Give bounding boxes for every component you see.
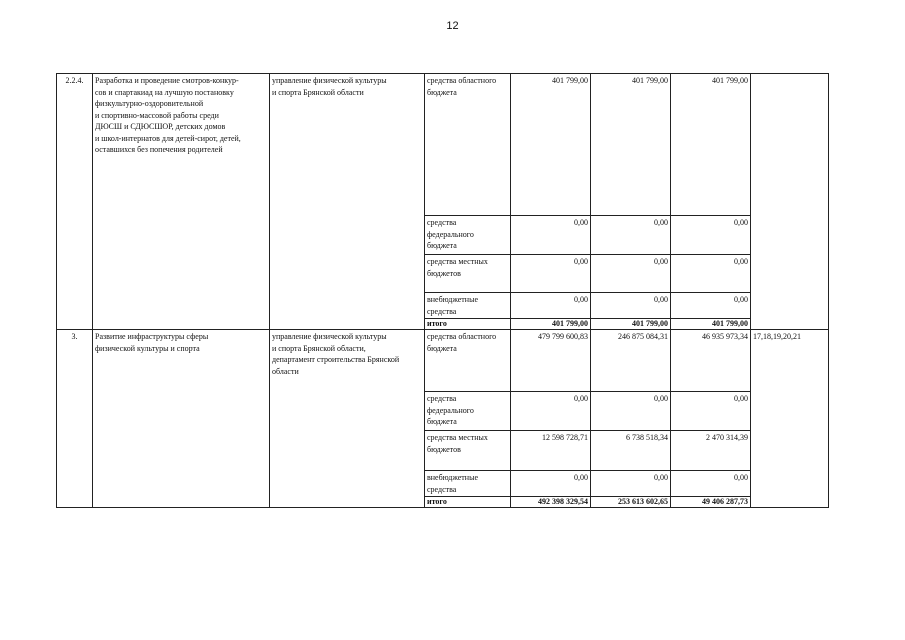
row-number: 2.2.4.	[57, 74, 93, 330]
total-amount: 401 799,00	[591, 319, 671, 330]
amount-cell: 12 598 728,71	[511, 431, 591, 471]
amount-cell: 401 799,00	[511, 74, 591, 216]
table-row	[57, 330, 829, 392]
amount-cell: 401 799,00	[671, 74, 751, 216]
amount-cell: 246 875 084,31	[591, 330, 671, 392]
total-amount: 401 799,00	[671, 319, 751, 330]
amount-cell: 0,00	[591, 471, 671, 497]
amount-cell: 0,00	[671, 293, 751, 319]
amount-cell: 0,00	[511, 216, 591, 255]
amount-cell: 0,00	[591, 392, 671, 431]
amount-cell: 0,00	[511, 255, 591, 293]
amount-cell: 0,00	[671, 392, 751, 431]
measure-name: Разработка и проведение смотров-конкур- сов и спартакиад на лучшую постановку физкультурно-оздоровительной и спортивно-массовой работы среди ДЮСШ и СДЮСШОР, детских домов и школ-интернатов для детей-сирот, детей, оставшихся без попечения родителей	[93, 74, 270, 330]
executor: управление физической культуры и спорта Брянской области	[270, 74, 425, 330]
amount-cell: 0,00	[591, 255, 671, 293]
row-number: 3.	[57, 330, 93, 508]
total-amount: 49 406 287,73	[671, 497, 751, 508]
total-label: итого	[425, 319, 511, 330]
executor: управление физической культуры и спорта Брянской области, департамент строительства Брянской области	[270, 330, 425, 508]
indicator-refs: 17,18,19,20,21	[751, 330, 829, 508]
amount-cell: 401 799,00	[591, 74, 671, 216]
page-number: 12	[446, 20, 459, 32]
funding-source: средства областного бюджета	[425, 74, 511, 216]
total-amount: 401 799,00	[511, 319, 591, 330]
amount-cell: 0,00	[671, 255, 751, 293]
amount-cell: 0,00	[591, 293, 671, 319]
table-row	[57, 74, 829, 216]
amount-cell: 0,00	[671, 216, 751, 255]
funding-source: средства областного бюджета	[425, 330, 511, 392]
amount-cell: 2 470 314,39	[671, 431, 751, 471]
funding-source: внебюджетные средства	[425, 471, 511, 497]
funding-source: средства федерального бюджета	[425, 216, 511, 255]
amount-cell: 0,00	[591, 216, 671, 255]
amount-cell: 0,00	[511, 471, 591, 497]
funding-source: средства местных бюджетов	[425, 431, 511, 471]
amount-cell: 479 799 600,83	[511, 330, 591, 392]
funding-source: внебюджетные средства	[425, 293, 511, 319]
total-label: итого	[425, 497, 511, 508]
amount-cell: 0,00	[511, 293, 591, 319]
amount-cell: 0,00	[511, 392, 591, 431]
total-amount: 253 613 602,65	[591, 497, 671, 508]
total-amount: 492 398 329,54	[511, 497, 591, 508]
budget-table	[56, 73, 829, 508]
measure-name: Развитие инфраструктуры сферы физической культуры и спорта	[93, 330, 270, 508]
amount-cell: 0,00	[671, 471, 751, 497]
indicator-refs	[751, 74, 829, 330]
funding-source: средства федерального бюджета	[425, 392, 511, 431]
amount-cell: 46 935 973,34	[671, 330, 751, 392]
amount-cell: 6 738 518,34	[591, 431, 671, 471]
funding-source: средства местных бюджетов	[425, 255, 511, 293]
